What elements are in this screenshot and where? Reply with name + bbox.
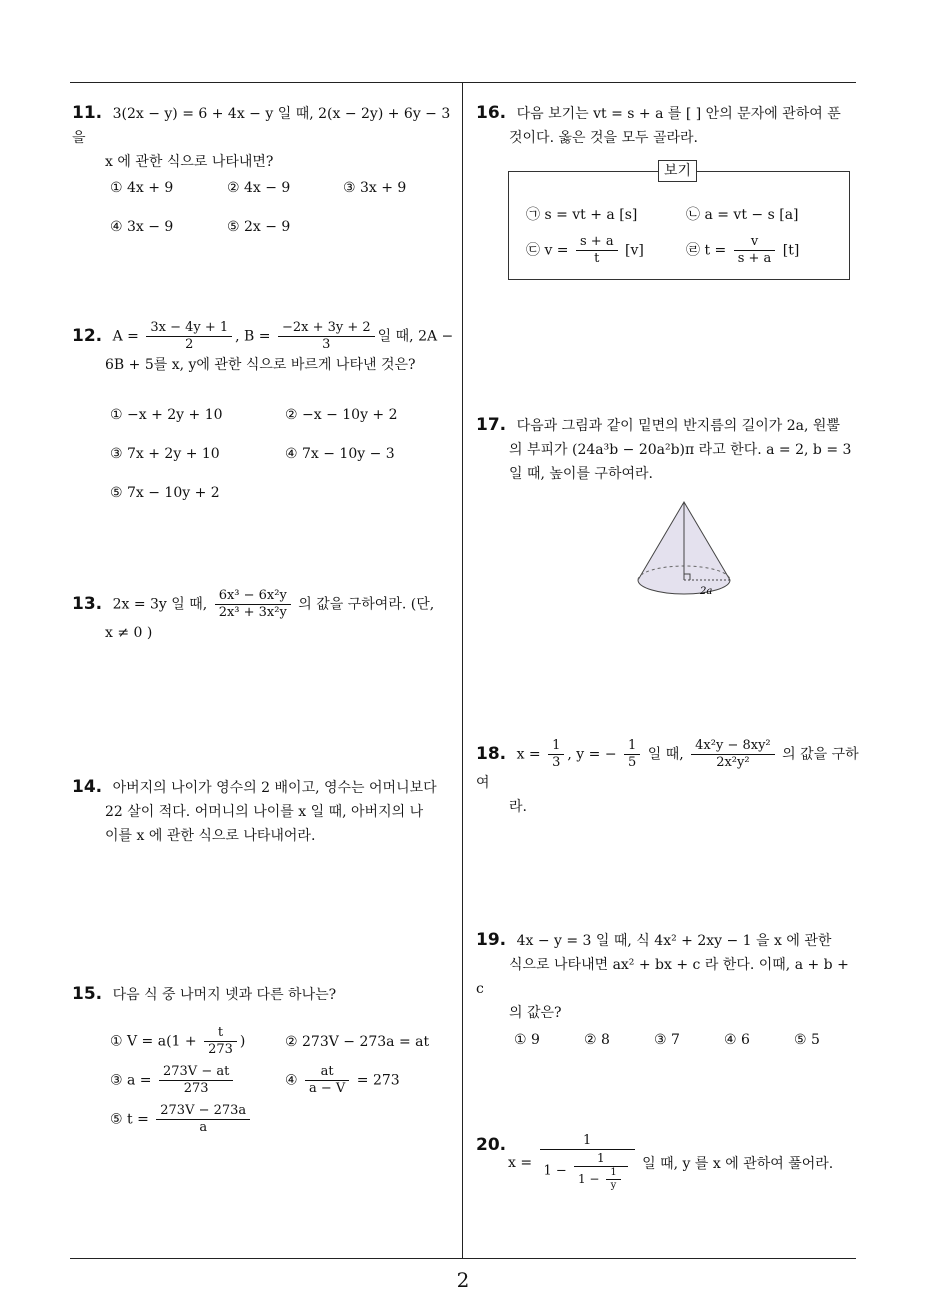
question-16 xyxy=(476,101,861,150)
question-text-line3: 이를 x 에 관한 식으로 나타내어라. xyxy=(105,828,316,844)
q15-option-2[interactable]: ② 273V − 273a = at xyxy=(285,1034,430,1050)
q19-option-2[interactable]: ② 8 xyxy=(584,1032,610,1048)
x-fraction: $\frac{1}{3}$ xyxy=(548,738,564,771)
question-text-line1: 다음과 그림과 같이 밑면의 반지름의 길이가 2a, 원뿔 xyxy=(516,418,840,434)
q19-option-3[interactable]: ③ 7 xyxy=(654,1032,680,1048)
question-number: 11. xyxy=(72,103,103,123)
expression-fraction: $\frac{\text{6x³ − 6x²y}}{\text{2x³ + 3x²y}}$ xyxy=(215,588,291,621)
q20-expression: x = 1 1 − 1 1 − $\frac{1}{y}$ 일 때, y 를 x 에 관하여 풀어라. xyxy=(508,1133,834,1191)
question-tail: 일 때, 2A − xyxy=(377,328,454,345)
question-tail: 의 값을 구하여라. (단, xyxy=(298,596,435,613)
question-text-line1: 4x − y = 3 일 때, 식 4x² + 2xy − 1 을 x 에 관한 xyxy=(516,933,832,949)
radius-label: 2a xyxy=(700,586,713,597)
q12-option-4[interactable]: ④ 7x − 10y − 3 xyxy=(285,446,395,462)
q11-option-2[interactable]: ② 4x − 9 xyxy=(227,180,291,196)
question-text-line2: 라. xyxy=(509,799,527,815)
question-text-line2: x 에 관한 식으로 나타내면? xyxy=(105,154,274,170)
question-tail: 의 값을 구하여 xyxy=(476,746,859,791)
q11-option-5[interactable]: ⑤ 2x − 9 xyxy=(227,219,291,235)
q16-item-c: ㉢ v = $\frac{s + a}{t}$ [v] xyxy=(526,234,644,266)
q15-option-4[interactable]: ④ $\frac{at}{a - V}$ = 273 xyxy=(285,1064,400,1096)
q16-item-b: ㉡ a = vt − s [a] xyxy=(686,207,799,223)
question-12 xyxy=(72,320,457,377)
question-11 xyxy=(72,101,457,174)
y-fraction: $\frac{1}{5}$ xyxy=(624,738,640,771)
page-number: 2 xyxy=(456,1268,470,1292)
question-18: 18. x = $\frac{1}{3}$ , y = − $\frac{1}{5}$ 일 때, $\frac{\text{4x²y − 8xy²}}{\text{2x²y²}}$ 의 값을 구하여 라. xyxy=(476,738,859,815)
q11-option-4[interactable]: ④ 3x − 9 xyxy=(110,219,174,235)
q19-option-5[interactable]: ⑤ 5 xyxy=(794,1032,820,1048)
question-19 xyxy=(476,928,861,1025)
q11-option-3[interactable]: ③ 3x + 9 xyxy=(343,180,407,196)
question-number: 12. xyxy=(72,325,103,346)
q12-option-1[interactable]: ① −x + 2y + 10 xyxy=(110,407,223,423)
question-number: 16. xyxy=(476,103,507,123)
q19-option-1[interactable]: ① 9 xyxy=(514,1032,540,1048)
a-fraction: $\frac{3x - 4y + 1}{2}$ xyxy=(146,320,232,353)
x-label: x = xyxy=(516,746,541,763)
b-fraction: $\frac{-2x + 3y + 2}{3}$ xyxy=(278,320,375,353)
cone-figure xyxy=(630,498,740,608)
question-text-line1: 다음 식 중 나머지 넷과 다른 하나는? xyxy=(112,987,337,1003)
question-head: 2x = 3y 일 때, xyxy=(112,596,208,613)
b-label: , B = xyxy=(235,328,271,345)
q12-option-5[interactable]: ⑤ 7x − 10y + 2 xyxy=(110,485,220,501)
question-14 xyxy=(72,775,457,848)
a-label: A = xyxy=(112,328,139,345)
example-box-title: 보기 xyxy=(658,160,697,182)
q12-option-2[interactable]: ② −x − 10y + 2 xyxy=(285,407,398,423)
expression-fraction: $\frac{\text{4x²y − 8xy²}}{\text{2x²y²}}$ xyxy=(691,738,774,771)
question-number: 17. xyxy=(476,415,507,435)
column-divider xyxy=(462,83,463,1259)
question-number: 18. xyxy=(476,743,507,764)
question-text-line3: 일 때, 높이를 구하여라. xyxy=(509,466,653,482)
question-text-line1: 다음 보기는 vt = s + a 를 [ ] 안의 문자에 관하여 푼 xyxy=(516,106,841,122)
q19-option-4[interactable]: ④ 6 xyxy=(724,1032,750,1048)
question-number: 20. xyxy=(476,1135,507,1155)
question-number: 15. xyxy=(72,984,103,1004)
bottom-rule xyxy=(70,1258,856,1259)
question-text-line1: 3(2x − y) = 6 + 4x − y 일 때, 2(x − 2y) + 6y − 3 을 xyxy=(72,106,451,146)
q16-item-a: ㉠ s = vt + a [s] xyxy=(526,207,638,223)
q15-option-3[interactable]: ③ a = $\frac{273V - at}{273}$ xyxy=(110,1064,236,1097)
question-15 xyxy=(72,982,457,1007)
q12-option-3[interactable]: ③ 7x + 2y + 10 xyxy=(110,446,220,462)
y-label: , y = − xyxy=(567,746,617,763)
question-text-line2: 22 살이 적다. 어머니의 나이를 x 일 때, 아버지의 나 xyxy=(105,804,424,820)
question-number: 19. xyxy=(476,930,507,950)
question-number: 14. xyxy=(72,777,103,797)
question-17 xyxy=(476,413,861,486)
question-text-line2: 식으로 나타내면 ax² + bx + c 라 한다. 이때, a + b + c xyxy=(476,957,849,997)
question-text-line2: x ≠ 0 ) xyxy=(105,625,153,641)
question-tail: 일 때, y 를 x 에 관하여 풀어라. xyxy=(642,1155,834,1172)
question-13 xyxy=(72,588,457,645)
q15-option-1[interactable]: ① V = a(1 + $\frac{t}{273}$ ) xyxy=(110,1025,246,1057)
q15-option-5[interactable]: ⑤ t = $\frac{273V - 273a}{a}$ xyxy=(110,1103,253,1136)
q16-item-d: ㉣ t = $\frac{v}{s + a}$ [t] xyxy=(686,234,800,266)
question-text-line2: 6B + 5를 x, y에 관한 식으로 바르게 나타낸 것은? xyxy=(105,357,416,373)
q11-option-1[interactable]: ① 4x + 9 xyxy=(110,180,174,196)
question-text-line3: 의 값은? xyxy=(509,1005,562,1021)
top-rule xyxy=(70,82,856,83)
question-text-line2: 것이다. 옳은 것을 모두 골라라. xyxy=(509,130,698,146)
question-number: 13. xyxy=(72,593,103,614)
question-text-line2: 의 부피가 (24a³b − 20a²b)π 라고 한다. a = 2, b = 3 xyxy=(509,442,852,458)
question-text-line1: 아버지의 나이가 영수의 2 배이고, 영수는 어머니보다 xyxy=(112,780,437,796)
